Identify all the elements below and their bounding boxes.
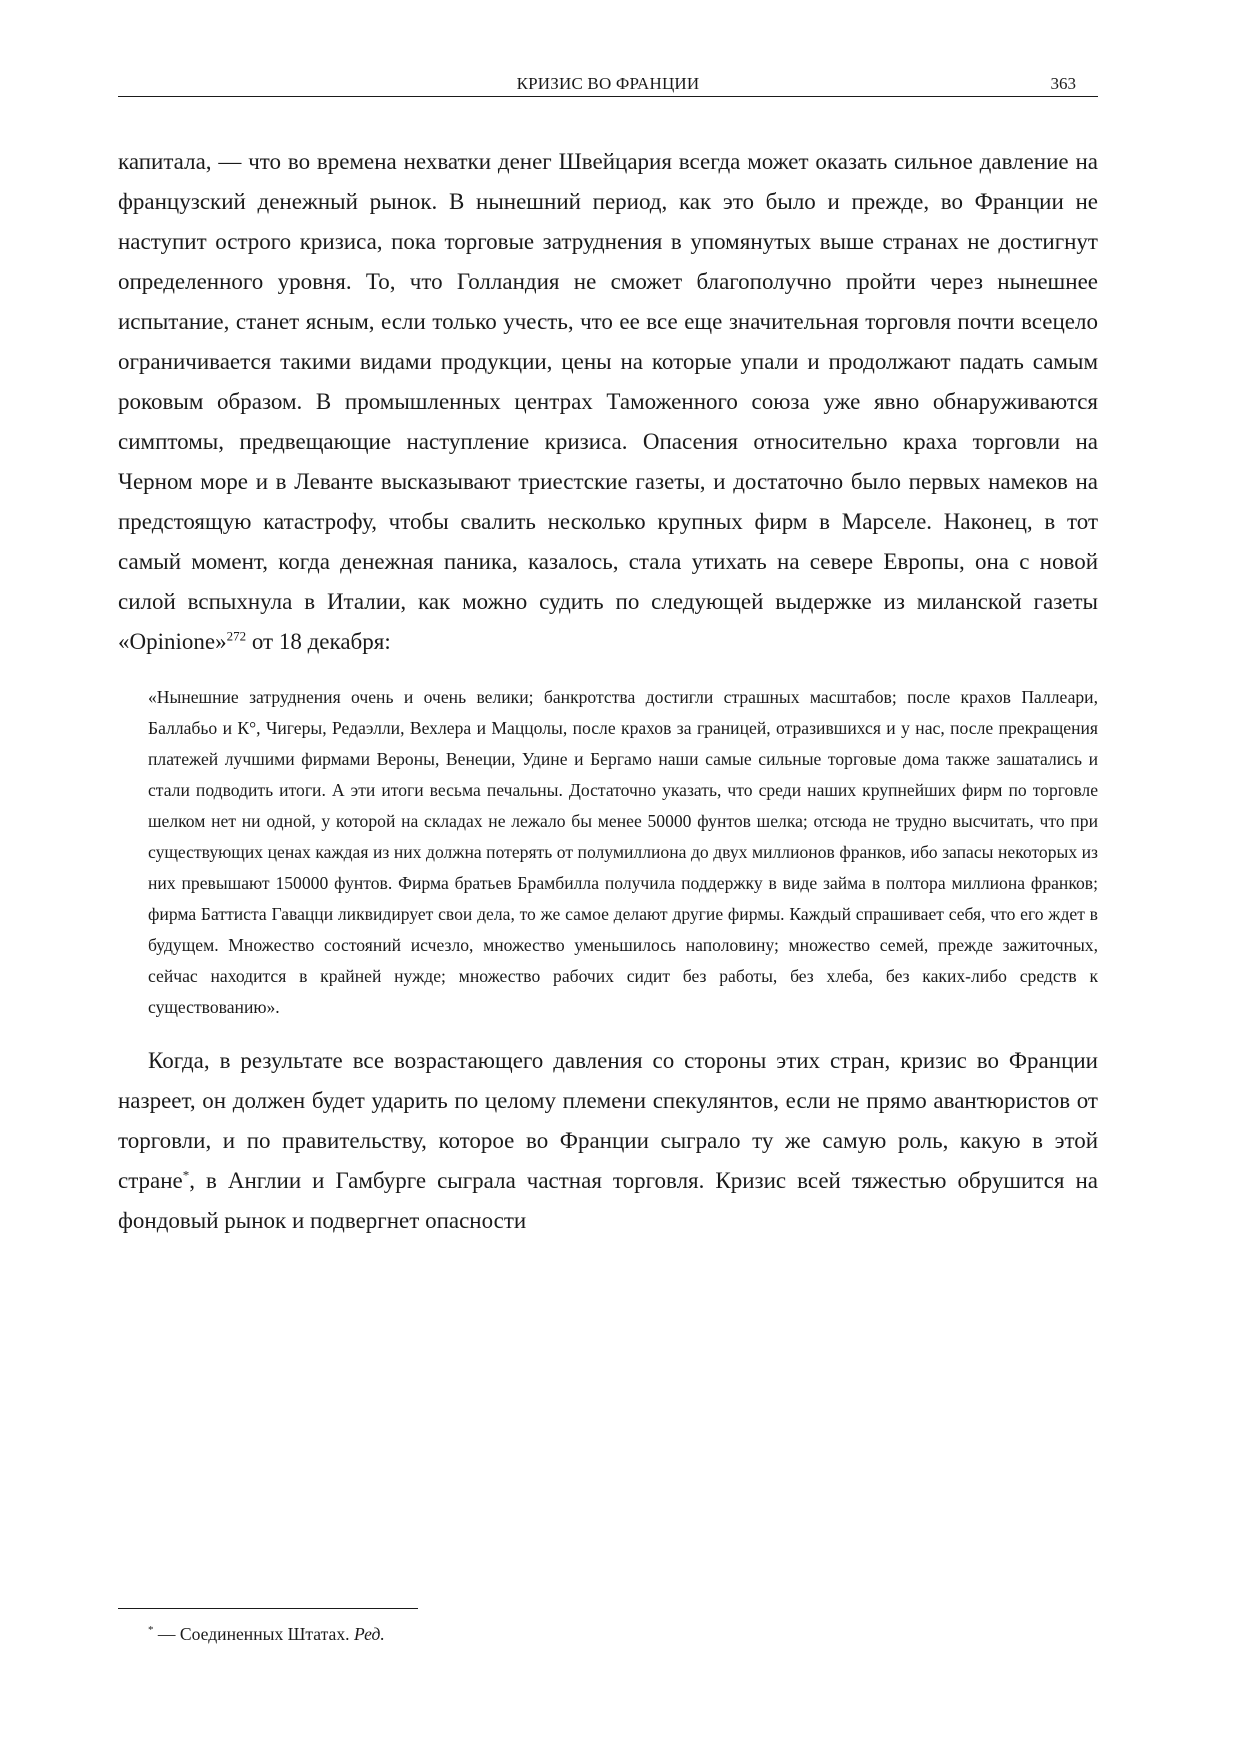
paragraph	[118, 1041, 1098, 1241]
running-title: КРИЗИС ВО ФРАНЦИИ	[516, 74, 700, 93]
page-number: 363	[1050, 74, 1076, 93]
paragraph-text-end: , в Англии и Гамбурге сыграла частная торговля. Кризис всей тяжестью обрушится на фондовый рынок и подвергнет опасности	[118, 1168, 1098, 1233]
footnote-marker: *	[148, 1624, 154, 1637]
paragraph-text: Когда, в результате все возрастающего давления со стороны этих стран, кризис во Франции назреет, он должен будет ударить по целому племени спекулянтов, если не прямо авантюристов от торговли, и по правительству, которое во Франции сыграло ту же самую роль, какую в этой стране	[118, 1048, 1098, 1193]
footnote-ref: *	[182, 1167, 190, 1183]
paragraph-continuation	[118, 142, 1098, 662]
document-page	[118, 0, 1098, 1753]
footnote-separator	[118, 1608, 418, 1609]
running-header	[118, 72, 1098, 97]
footnote-editor-mark: Ред.	[353, 1624, 385, 1644]
block-quote: «Нынешние затруднения очень и очень велики; банкротства достигли страшных масштабов; после крахов Паллеари, Баллабьо и К°, Чигеры, Редаэлли, Вехлера и Маццолы, после крахов за границей, отразившихся и у нас, после прекращения платежей лучшими фирмами Вероны, Венеции, Удине и Бергамо наши самые сильные торговые дома также зашатались и стали подводить итоги. А эти итоги весьма печальны. Достаточно указать, что среди наших крупнейших фирм по торговле шелком нет ни одной, у которой на складах не лежало бы менее 50000 фунтов шелка; отсюда не трудно высчитать, что при существующих ценах каждая из них должна потерять от полумиллиона до двух миллионов франков, ибо запасы некоторых из них превышают 150000 фунтов. Фирма братьев Брамбилла получила поддержку в виде займа в полтора миллиона франков; фирма Баттиста Гавацци ликвидирует свои дела, то же самое делают другие фирмы. Каждый спрашивает себя, что его ждет в будущем. Множество состояний исчезло, множество уменьшилось наполовину; множество семей, прежде зажиточных, сейчас находится в крайней нужде; множество рабочих сидит без работы, без хлеба, без каких-либо средств к существованию».	[148, 687, 1098, 1017]
paragraph-text: капитала, — что во времена нехватки денег Швейцария всегда может оказать сильное давление на французский денежный рынок. В нынешний период, как это было и прежде, во Франции не наступит острого кризиса, пока торговые затруднения в упомянутых выше странах не достигнут определенного уровня. То, что Голландия не сможет благополучно пройти через нынешнее испытание, станет ясным, если только учесть, что ее все еще значительная торговля почти всецело ограничивается такими видами продукции, цены на которые упали и продолжают падать самым роковым образом. В промышленных центрах Таможенного союза уже явно обнаруживаются симптомы, предвещающие наступление кризиса. Опасения относительно краха торговли на Черном море и в Леванте высказывают триестские газеты, и достаточно было первых намеков на предстоящую катастрофу, чтобы свалить несколько крупных фирм в Марселе. Наконец, в тот самый момент, когда денежная паника, казалось, стала утихать на севере Европы, она с новой силой вспыхнула в Италии, как можно судить по следующей выдержке из миланской газеты «Opinione»	[118, 149, 1098, 654]
footnote	[148, 1620, 385, 1648]
footnote-text: — Соединенных Штатах.	[153, 1624, 354, 1644]
paragraph-text-end: от 18 декабря:	[246, 629, 391, 654]
endnote-ref-272: 272	[226, 628, 247, 644]
main-text	[118, 142, 1098, 1241]
